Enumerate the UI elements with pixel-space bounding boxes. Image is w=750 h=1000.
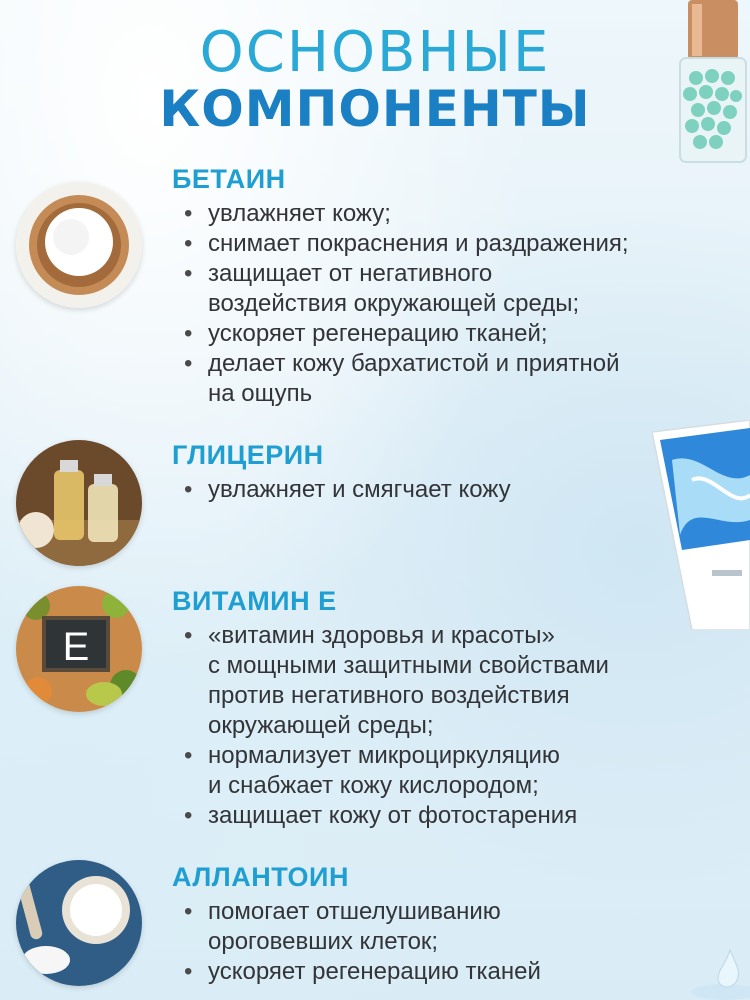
section-heading: ГЛИЦЕРИН [172,440,324,470]
list-item-continuation: ороговевших клеток; [208,928,439,955]
list-item-continuation: против негативного воздействия [208,682,570,709]
section-heading: ВИТАМИН Е [172,586,337,616]
product-bottle-image [670,0,750,165]
betaine-list [172,199,629,409]
allantoin-list [172,897,541,987]
list-item-continuation: воздействия окружающей среды; [208,290,580,317]
vitamin-letter: E [62,625,90,669]
list-item: • ускоряет регенерацию тканей; [172,319,629,349]
list-item: • снимает покраснения и раздражения; [172,229,629,259]
betaine-photo [16,182,142,308]
list-item: • нормализует микроциркуляцию [172,741,609,771]
title-line-2: КОМПОНЕНТЫ [159,80,591,138]
section-heading: АЛЛАНТОИН [172,862,349,892]
section-allantoin [172,862,541,987]
list-item: • делает кожу бархатистой и приятной [172,349,629,379]
list-item: • увлажняет кожу; [172,199,629,229]
section-glycerin [172,440,511,505]
list-item-continuation: окружающей среды; [208,712,434,739]
water-drop-image [680,940,750,1000]
list-item: • помогает отшелушиванию [172,897,541,927]
section-heading: БЕТАИН [172,164,286,194]
section-betaine [172,164,629,409]
list-item: • ускоряет регенерацию тканей [172,957,541,987]
vitamin-e-photo [16,586,142,712]
list-item: • защищает кожу от фотостарения [172,801,609,831]
list-item: • «витамин здоровья и красоты» [172,621,609,651]
title-line-1: ОСНОВНЫЕ [199,20,551,85]
glycerin-photo [16,440,142,566]
allantoin-photo [16,860,142,986]
list-item: • увлажняет и смягчает кожу [172,475,511,505]
section-vitamin-e [172,586,609,831]
glycerin-list [172,475,511,505]
list-item-continuation: и снабжает кожу кислородом; [208,772,539,799]
list-item-continuation: на ощупь [208,380,313,407]
list-item-continuation: с мощными защитными свойствами [208,652,609,679]
list-item: • защищает от негативного [172,259,629,289]
vitamin-e-list [172,621,609,831]
product-box-image [652,420,750,630]
